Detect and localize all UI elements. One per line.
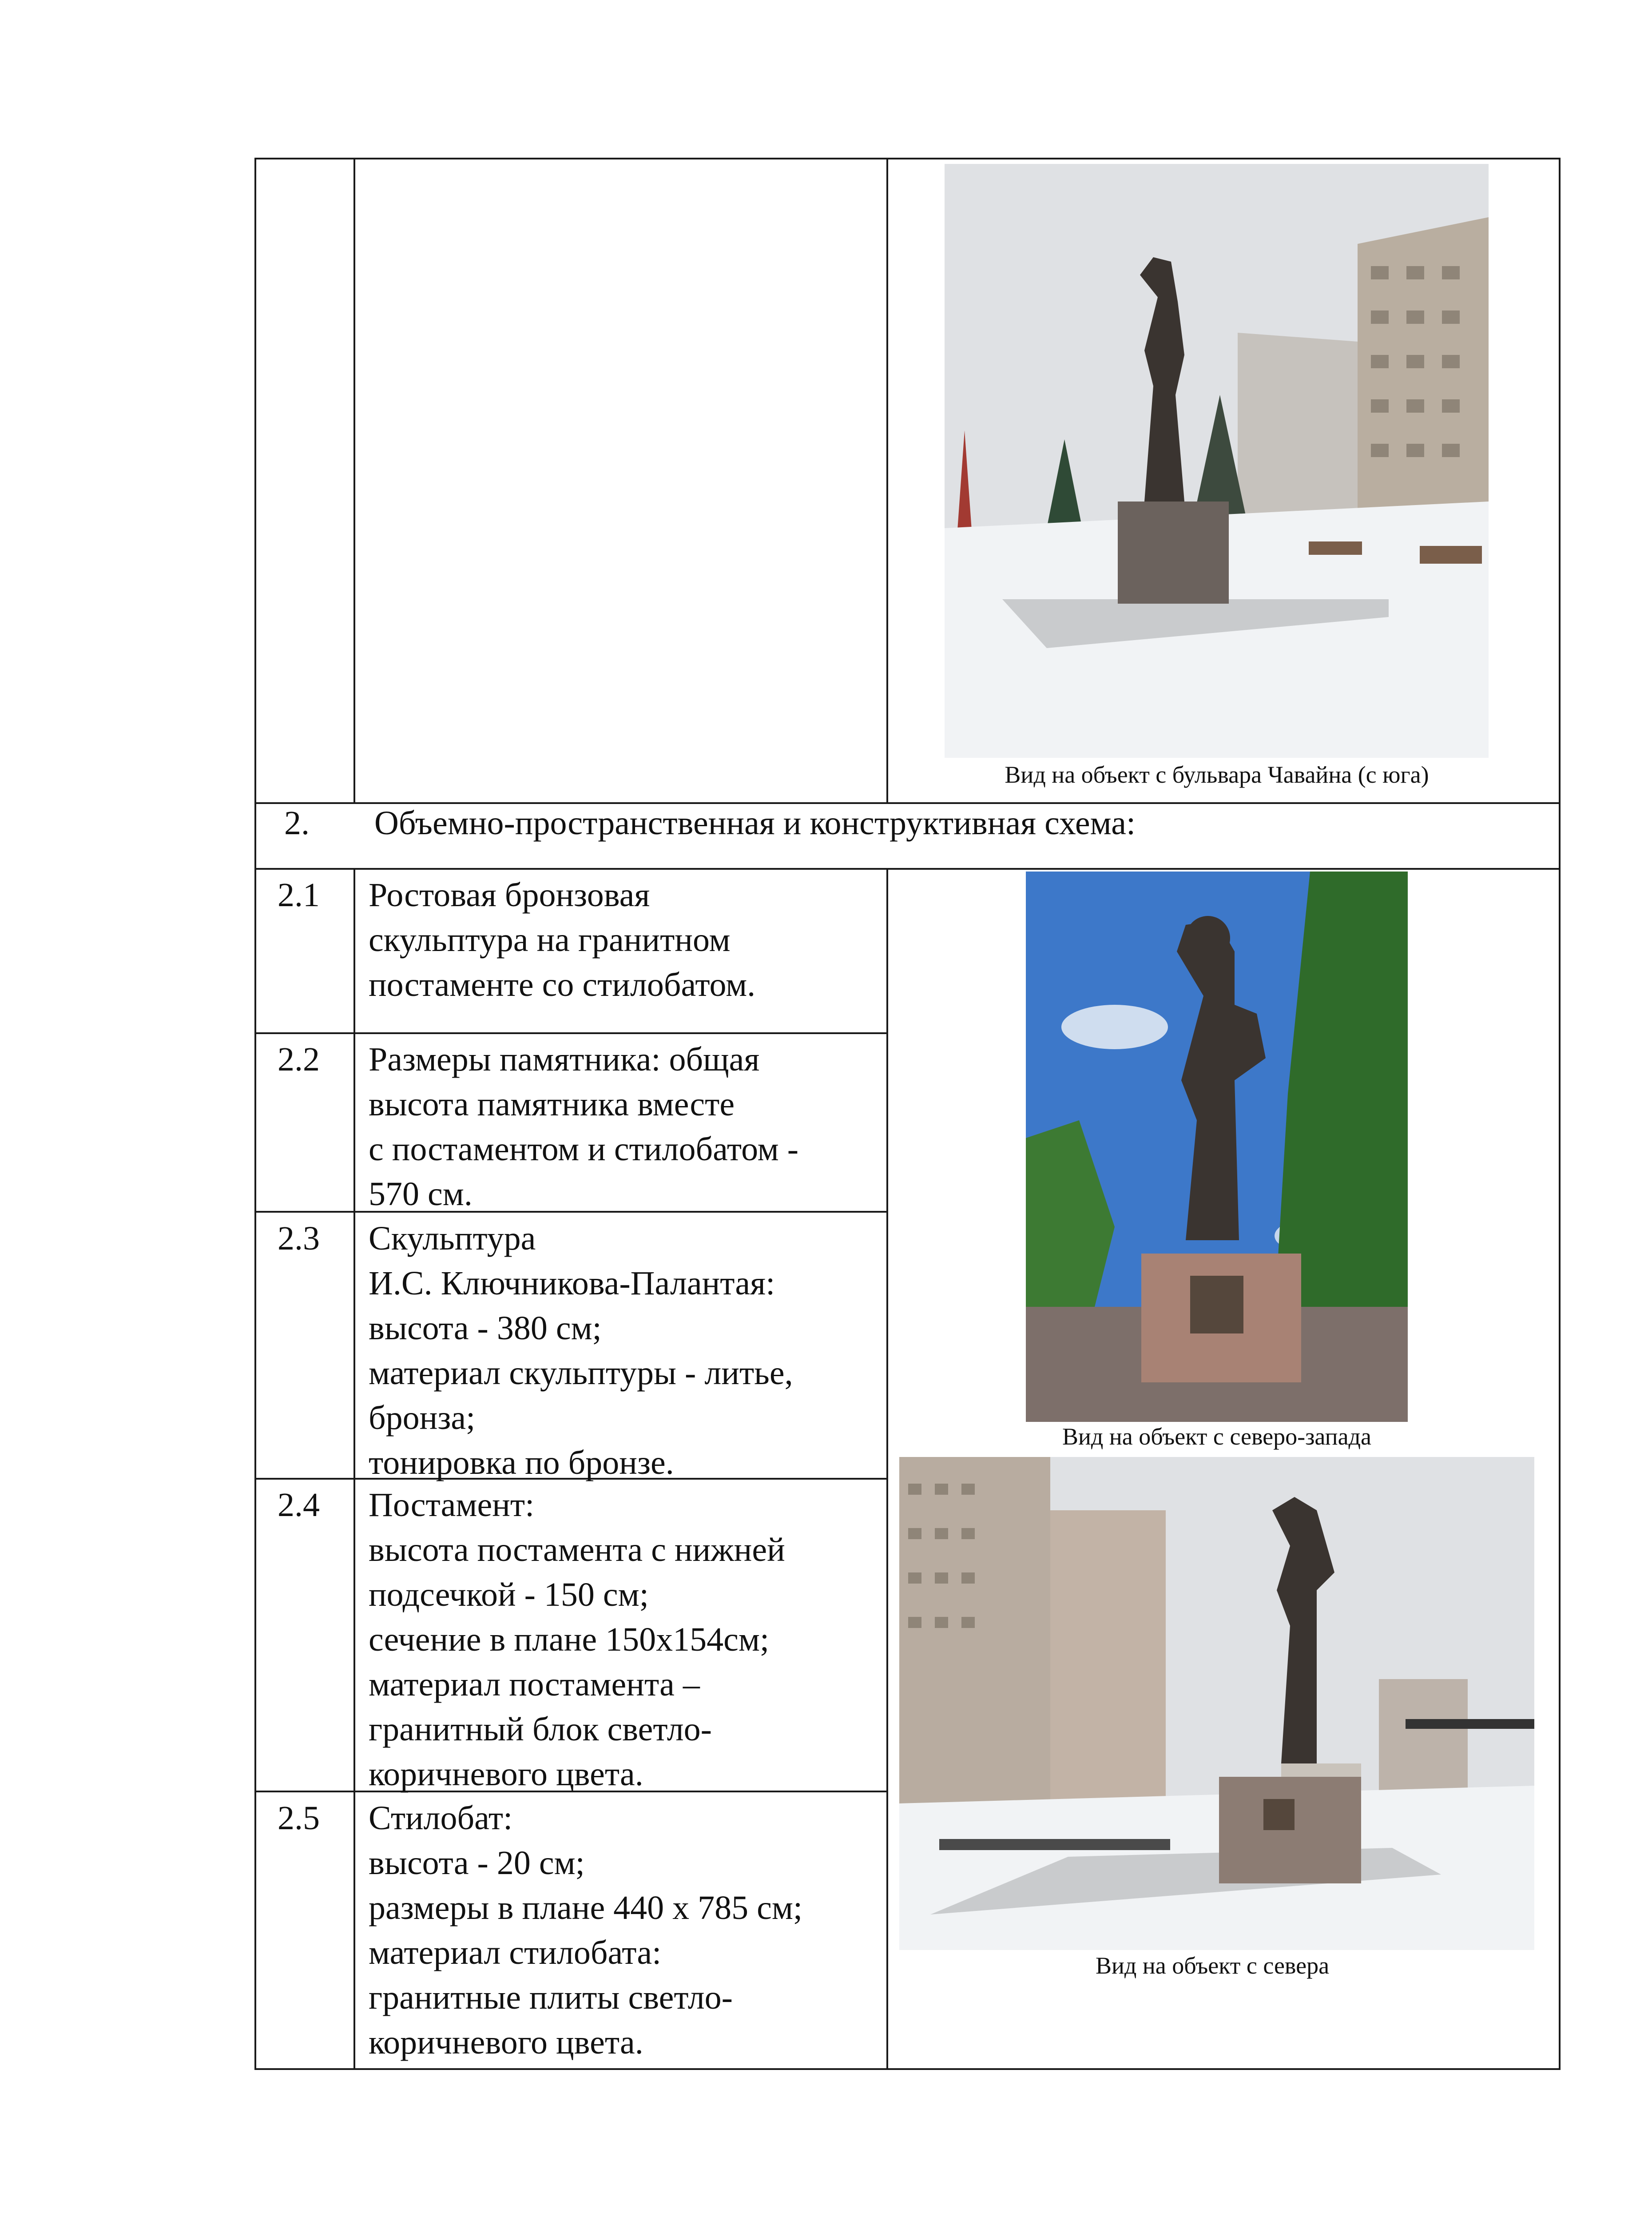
row-number: 2.5 [278, 1799, 320, 1837]
row-text: Ростовая бронзовая скульптура на гранитном постаменте со стилобатом. [369, 876, 756, 1003]
photo-caption: Вид на объект с бульвара Чавайна (с юга) [1005, 761, 1429, 788]
photo-south-view [945, 164, 1489, 758]
row-text: Размеры памятника: общая высота памятника вместе с постаментом и стилобатом - 570 см. [369, 1041, 799, 1213]
photo-north-view [899, 1457, 1534, 1950]
column-divider [353, 869, 355, 2070]
photo-caption: Вид на объект с северо-запада [1062, 1423, 1371, 1450]
column-divider [886, 869, 888, 2070]
photo-caption: Вид на объект с севера [1095, 1952, 1330, 1979]
row-divider [256, 1032, 888, 1034]
section-heading: Объемно-пространственная и конструктивная схема: [374, 804, 1136, 842]
row-number: 2.1 [278, 876, 320, 914]
row-number: 2. [284, 804, 310, 842]
column-divider [886, 159, 888, 803]
row-text: Стилобат: высота - 20 см; размеры в плане 440 х 785 см; материал стилобата: гранитные плиты светло- коричневого цвета. [369, 1799, 803, 2061]
row-number: 2.2 [278, 1041, 320, 1078]
row-divider [256, 868, 1559, 870]
row-number: 2.3 [278, 1220, 320, 1257]
column-divider [353, 159, 355, 803]
photo-northwest-view [1026, 872, 1408, 1422]
row-number: 2.4 [278, 1486, 320, 1524]
row-text: Скульптура И.С. Ключникова-Палантая: высота - 380 см; материал скульптуры - литье, бронза; тонировка по бронзе. [369, 1220, 793, 1481]
row-text: Постамент: высота постамента с нижней подсечкой - 150 см; сечение в плане 150х154см; материал постамента – гранитный блок светло- коричневого цвета. [369, 1486, 785, 1793]
